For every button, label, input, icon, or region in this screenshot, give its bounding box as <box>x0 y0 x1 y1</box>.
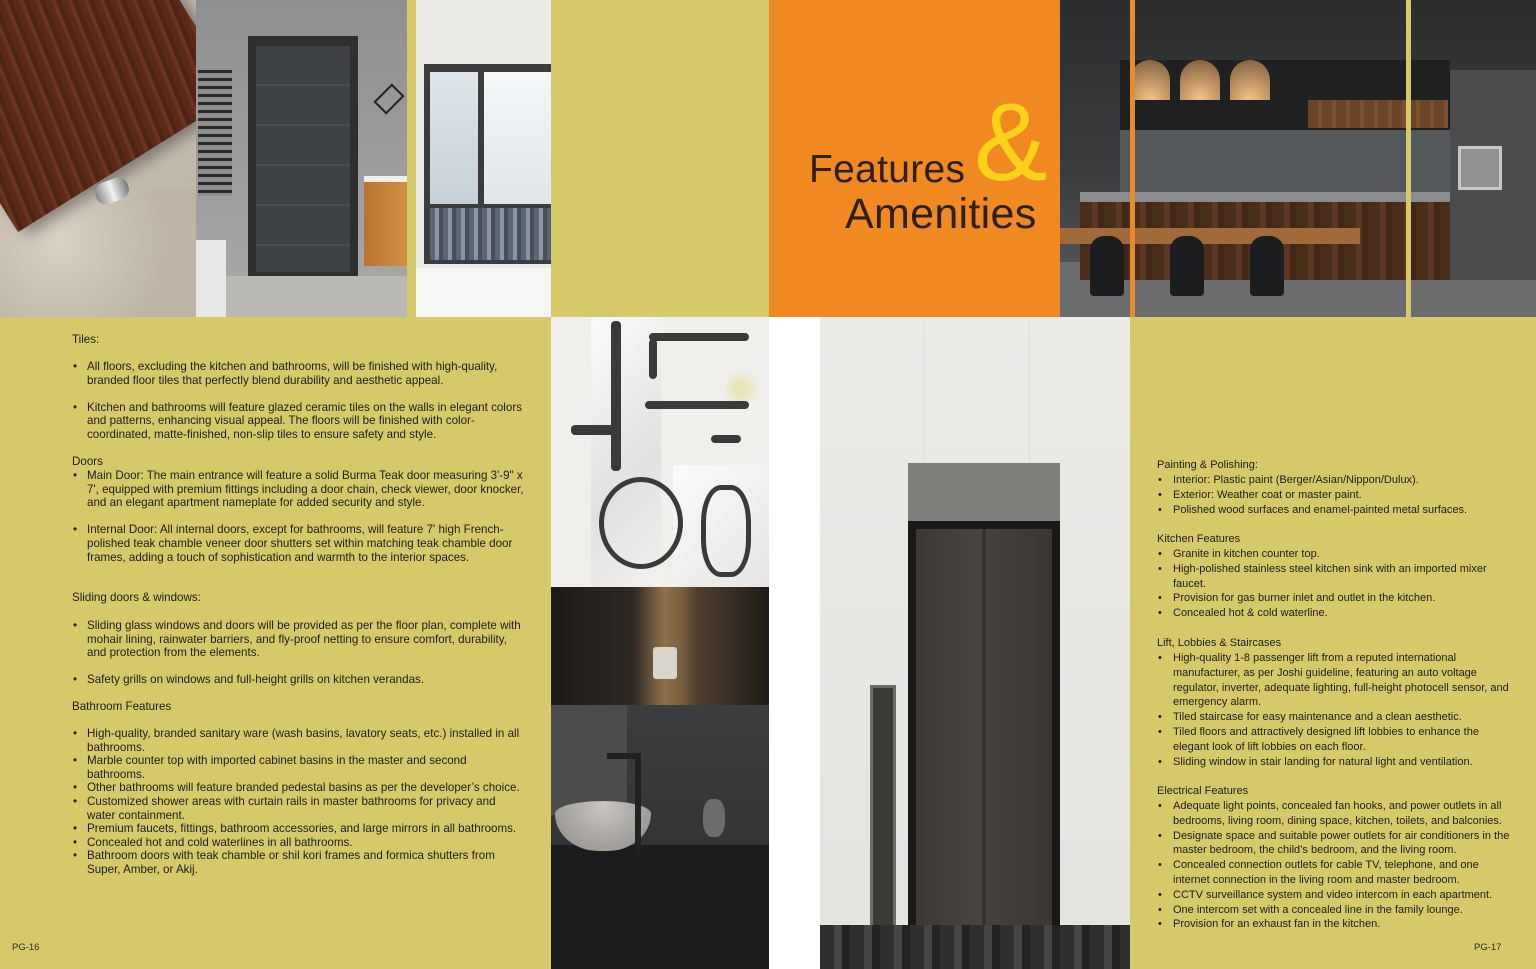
list-item: • Sliding glass windows and doors will be provided as per the floor plan, complete with mohair lining, rainwater barriers, and fly-proof netting to ensure comfort, durability, and protection from the elements. <box>72 619 524 660</box>
list-item: • Adequate light points, concealed fan hooks, and power outlets in all bedrooms, living room, dining space, kitchen, toilets, and balconies. <box>1157 799 1513 829</box>
list-item: • Provision for gas burner inlet and outlet in the kitchen. <box>1157 591 1513 606</box>
list-item: • Provision for an exhaust fan in the kitchen. <box>1157 917 1513 932</box>
page-number-left: PG-16 <box>12 942 40 953</box>
list-item: • Bathroom doors with teak chamble or shil kori frames and formica shutters from Super, Amber, or Akij. <box>72 849 524 876</box>
bathroom-list <box>72 727 524 877</box>
list-item: • High-quality 1-8 passenger lift from a reputed international manufacturer, as per Joshi guideline, featuring an auto voltage regulator, inverter, adequate lighting, full-height photocell sensor, and emergency alarm. <box>1157 651 1513 710</box>
list-item: • Polished wood surfaces and enamel-painted metal surfaces. <box>1157 503 1513 518</box>
tiles-heading: Tiles: <box>72 333 100 346</box>
lift-heading: Lift, Lobbies & Staircases <box>1157 637 1282 649</box>
list-item: • High-polished stainless steel kitchen sink with an imported mixer faucet. <box>1157 562 1513 592</box>
left-text-column <box>0 317 551 969</box>
list-item: • Exterior: Weather coat or master paint. <box>1157 488 1513 503</box>
list-item: • Customized shower areas with curtain rails in master bathrooms for privacy and water containment. <box>72 795 524 822</box>
title-block <box>769 0 1060 317</box>
list-item: • Sliding window in stair landing for natural light and ventilation. <box>1157 755 1513 770</box>
list-item: • Tiled floors and attractively designed lift lobbies to enhance the elegant look of lift lobbies on each floor. <box>1157 725 1513 755</box>
list-item: • All floors, excluding the kitchen and bathrooms, will be finished with high-quality, branded floor tiles that perfectly blend durability and aesthetic appeal. <box>72 360 524 387</box>
list-item: • Marble counter top with imported cabinet basins in the master and second bathrooms. <box>72 754 524 781</box>
list-item: • CCTV surveillance system and video intercom in each apartment. <box>1157 888 1513 903</box>
list-item: • Internal Door: All internal doors, except for bathrooms, will feature 7' high French-polished teak chamble veneer door shutters set within matching teak chamble door frames, adding a touch of sophistication and warmth to the interior spaces. <box>72 523 524 564</box>
painting-heading: Painting & Polishing: <box>1157 459 1258 471</box>
doors-heading: Doors <box>72 455 103 468</box>
list-item: • Kitchen and bathrooms will feature glazed ceramic tiles on the walls in elegant colors and patterns, enhancing visual appeal. The floors will be finished with color-coordinated, matte-finished, non-slip tiles to ensure safety and style. <box>72 401 524 442</box>
doors-list <box>72 469 524 564</box>
kitchen-photo <box>1060 0 1536 317</box>
title-amenities: Amenities <box>845 190 1037 238</box>
sliding-list <box>72 619 524 687</box>
lift-door-photo <box>820 317 1130 969</box>
tiles-list <box>72 360 524 442</box>
list-item: • Safety grills on windows and full-height grills on kitchen verandas. <box>72 673 524 687</box>
list-item: • Tiled staircase for easy maintenance and a clean aesthetic. <box>1157 710 1513 725</box>
kitchen-heading: Kitchen Features <box>1157 533 1241 545</box>
list-item: • Main Door: The main entrance will feature a solid Burma Teak door measuring 3'-9" x 7', equipped with premium fittings including a door chain, check viewer, door knocker, and an elegant apartment nameplate for added security and style. <box>72 469 524 510</box>
list-item: • Designate space and suitable power outlets for air conditioners in the master bedroom, the child’s bedroom, and the living room. <box>1157 829 1513 859</box>
basin-photo <box>551 705 769 969</box>
painting-list <box>1157 473 1513 517</box>
olive-block <box>551 0 769 317</box>
list-item: • High-quality, branded sanitary ware (wash basins, lavatory seats, etc.) installed in all bathrooms. <box>72 727 524 754</box>
olive-divider <box>407 0 416 317</box>
wood-and-stone-photo <box>0 0 196 317</box>
window-photo <box>416 0 551 317</box>
bathroom-door-photo <box>196 0 407 317</box>
electrical-list <box>1157 799 1513 932</box>
list-item: • Concealed connection outlets for cable TV, telephone, and one internet connection in the living room and master bedroom. <box>1157 858 1513 888</box>
kitchen-list <box>1157 547 1513 621</box>
white-gap <box>769 317 820 969</box>
list-item: • Interior: Plastic paint (Berger/Asian/Nippon/Dulux). <box>1157 473 1513 488</box>
list-item: • Concealed hot and cold waterlines in all bathrooms. <box>72 836 524 850</box>
list-item: • Premium faucets, fittings, bathroom accessories, and large mirrors in all bathrooms. <box>72 822 524 836</box>
page-number-right: PG-17 <box>1474 942 1502 953</box>
bathroom-fittings-photo <box>551 317 769 587</box>
lift-list <box>1157 651 1513 769</box>
list-item: • One intercom set with a concealed line in the family lounge. <box>1157 903 1513 918</box>
list-item: • Other bathrooms will feature branded pedestal basins as per the developer’s choice. <box>72 781 524 795</box>
electrical-heading: Electrical Features <box>1157 785 1249 797</box>
list-item: • Granite in kitchen counter top. <box>1157 547 1513 562</box>
bathroom-heading: Bathroom Features <box>72 700 172 713</box>
right-text-column <box>1130 317 1536 969</box>
title-ampersand: & <box>974 81 1048 204</box>
list-item: • Concealed hot & cold waterline. <box>1157 606 1513 621</box>
title-features: Features <box>809 148 966 191</box>
dark-bathroom-photo <box>551 587 769 705</box>
sliding-heading: Sliding doors & windows: <box>72 591 201 604</box>
